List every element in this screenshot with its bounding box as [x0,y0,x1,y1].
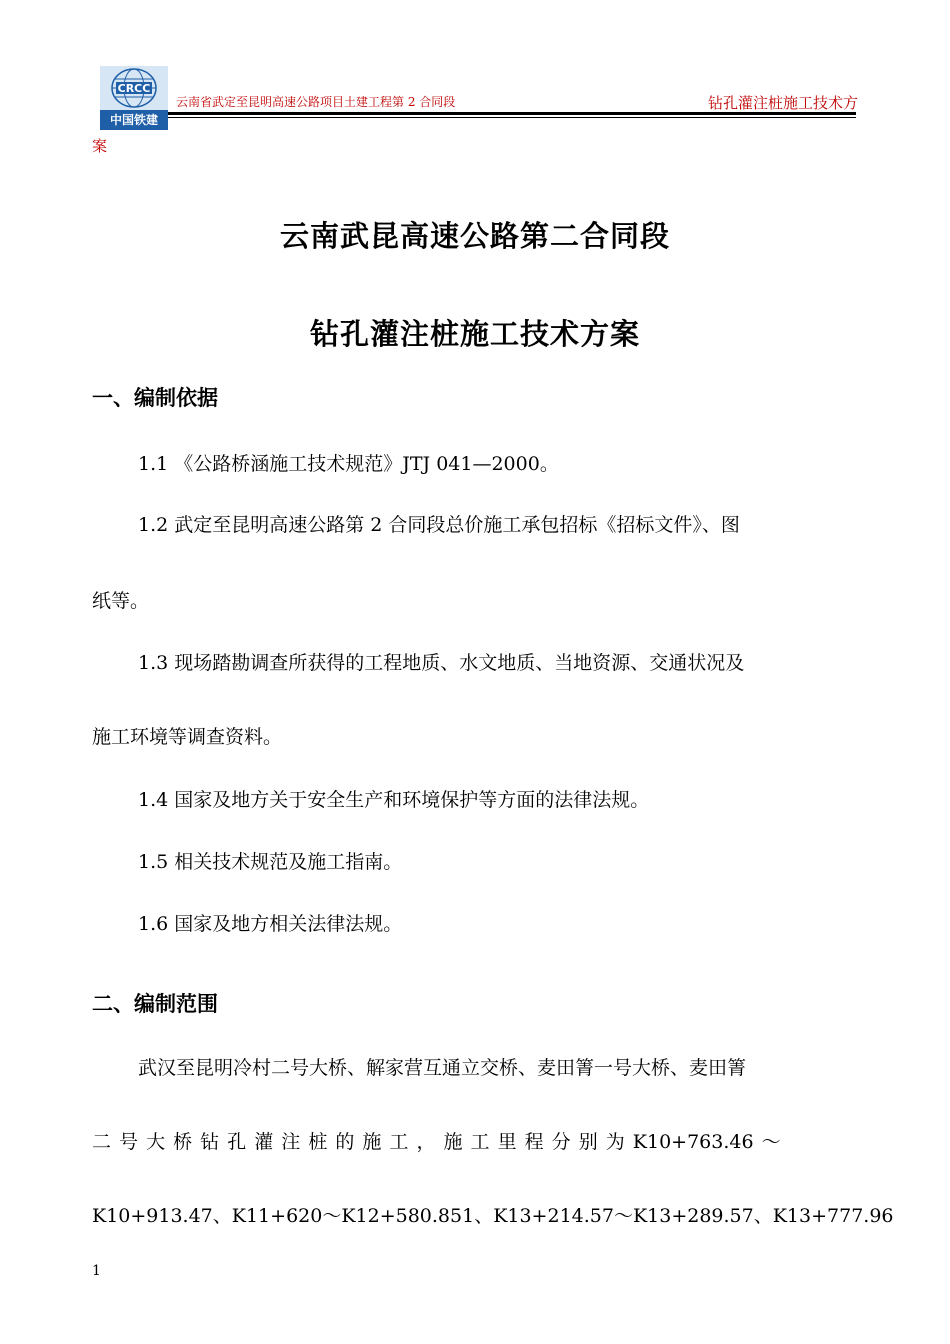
document-title-line2: 钻孔灌注桩施工技术方案 [309,317,640,351]
section-heading-scope: 二、编制范围 [92,992,218,1016]
logo-label: 中国铁建 [100,110,168,130]
header-document-title: 钻孔灌注桩施工技术方 [707,94,858,112]
basis-item-1-6: 1.6 国家及地方相关法律法规。 [138,913,403,935]
logo-emblem-text: CRCC [117,82,151,95]
basis-item-1-5: 1.5 相关技术规范及施工指南。 [138,851,403,873]
header-rule-thick [168,112,856,115]
basis-item-1-3-cont: 施工环境等调查资料。 [92,726,283,748]
company-logo [100,66,168,130]
page-number: 1 [92,1263,101,1279]
basis-item-1-1: 1.1 《公路桥涵施工技术规范》JTJ 041—2000。 [138,453,559,475]
basis-item-1-3: 1.3 现场踏勘调查所获得的工程地质、水文地质、当地资源、交通状况及 [138,652,745,674]
header-rule-thin [168,117,856,118]
section-heading-basis: 一、编制依据 [92,386,218,410]
basis-item-1-4: 1.4 国家及地方关于安全生产和环境保护等方面的法律法规。 [138,789,650,811]
globe-icon [100,66,168,110]
header-project-name: 云南省武定至昆明高速公路项目土建工程第 2 合同段 [176,95,456,109]
document-title-line1: 云南武昆高速公路第二合同段 [279,219,670,253]
scope-line-3: K10+913.47、K11+620～K12+580.851、K13+214.57～K13+289.57、K13+777.96 [92,1205,894,1227]
scope-line-2: 二 号 大 桥 钻 孔 灌 注 桩 的 施 工 ， 施 工 里 程 分 别 为 K10+763.46 ～ [92,1131,781,1153]
basis-item-1-2-cont: 纸等。 [92,590,150,612]
scope-line-1: 武汉至昆明冷村二号大桥、解家营互通立交桥、麦田箐一号大桥、麦田箐 [138,1057,747,1079]
header-title-wrap: 案 [92,137,108,155]
basis-item-1-2: 1.2 武定至昆明高速公路第 2 合同段总价施工承包招标《招标文件》、图 [138,514,740,536]
